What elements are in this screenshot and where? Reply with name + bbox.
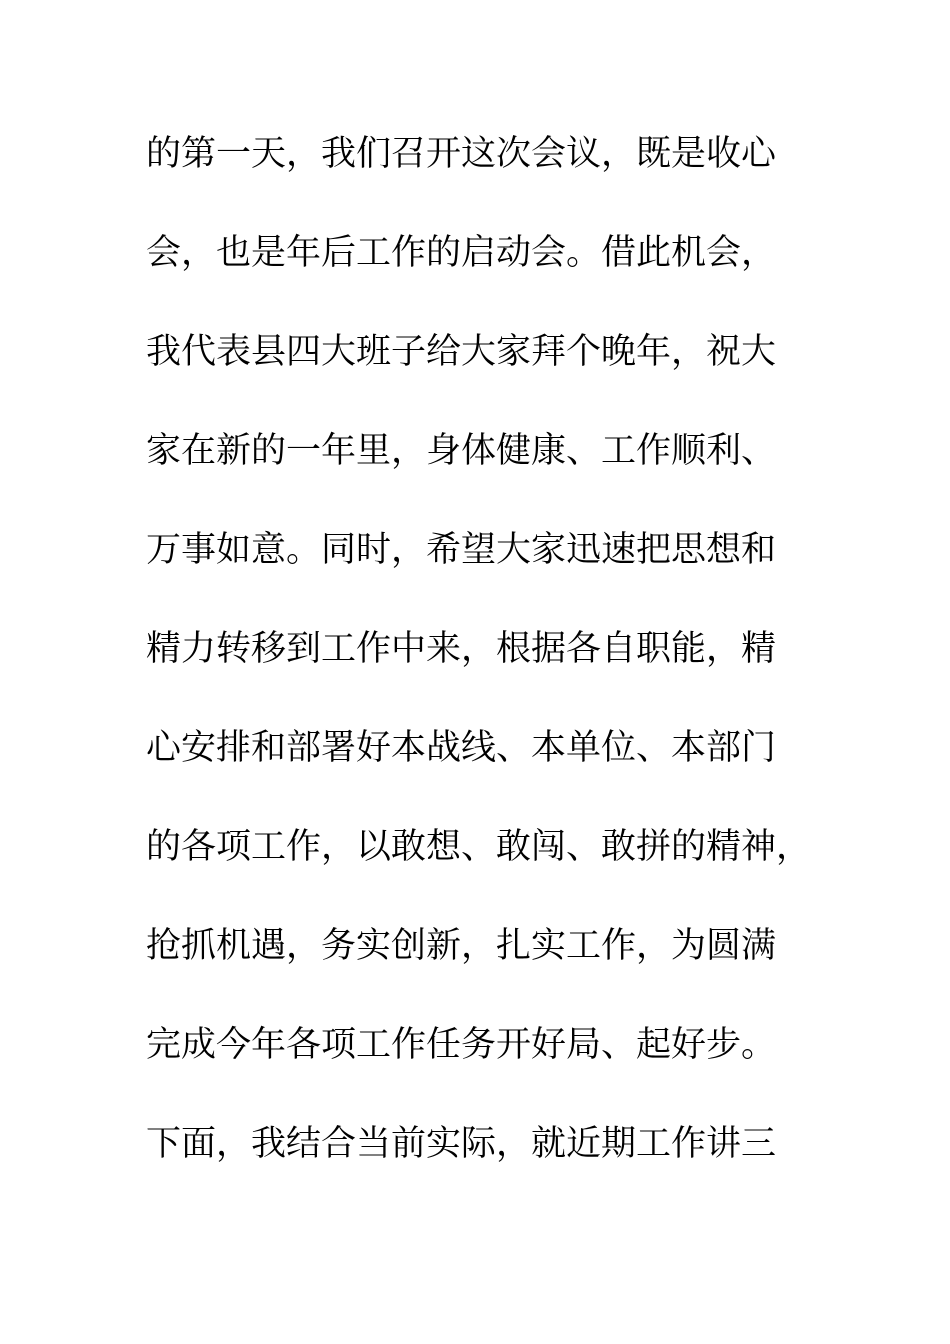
text-line-2: 会，也是年后工作的启动会。借此机会， xyxy=(146,233,777,273)
text-line-3: 我代表县四大班子给大家拜个晚年，祝大 xyxy=(146,332,777,372)
text-line-11: 下面，我结合当前实际，就近期工作讲三 xyxy=(146,1124,777,1164)
body-text xyxy=(146,126,846,1215)
text-line-5: 万事如意。同时，希望大家迅速把思想和 xyxy=(146,530,777,570)
text-line-6: 精力转移到工作中来，根据各自职能，精 xyxy=(146,629,777,669)
text-line-8: 的各项工作，以敢想、敢闯、敢拼的精神， xyxy=(146,827,812,867)
text-line-10: 完成今年各项工作任务开好局、起好步。 xyxy=(146,1025,777,1065)
text-line-4: 家在新的一年里，身体健康、工作顺利、 xyxy=(146,431,777,471)
text-line-1: 的第一天，我们召开这次会议，既是收心 xyxy=(146,134,777,174)
text-line-7: 心安排和部署好本战线、本单位、本部门 xyxy=(146,728,777,768)
text-line-9: 抢抓机遇，务实创新，扎实工作，为圆满 xyxy=(146,926,777,966)
